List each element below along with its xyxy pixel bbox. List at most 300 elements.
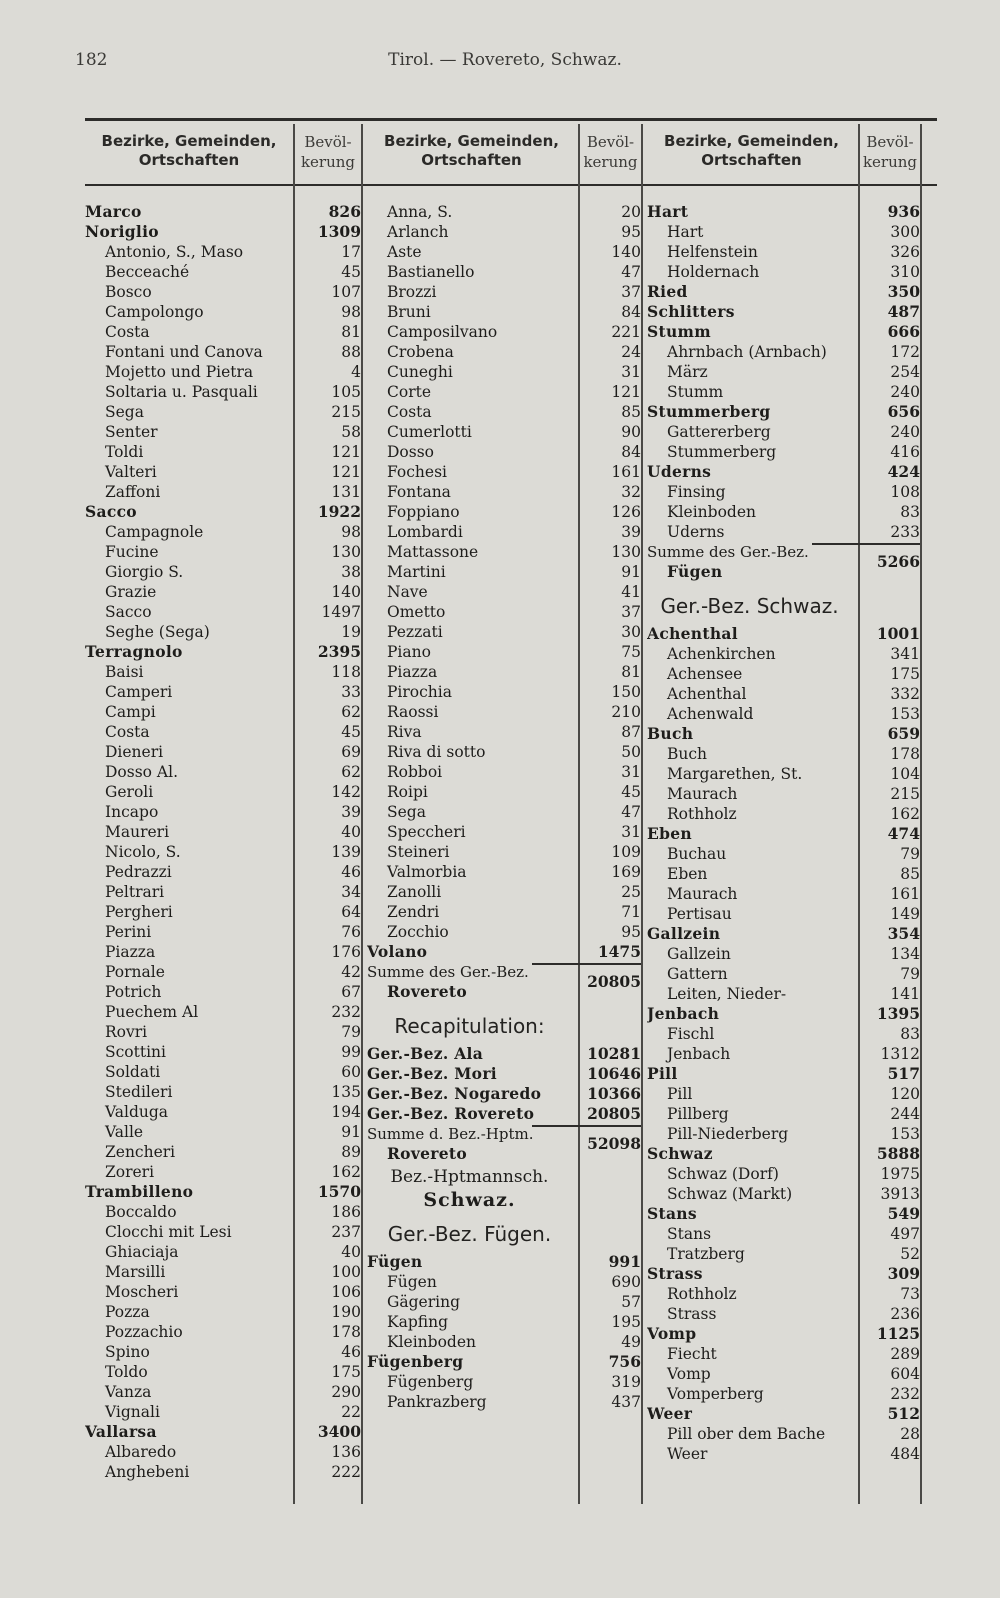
table-row-locality [367, 282, 641, 302]
table-top-rule [85, 118, 937, 121]
table-row-municipality [647, 1324, 920, 1344]
place-name: Fügenberg [367, 1352, 464, 1371]
population-value: 300 [890, 223, 920, 241]
population-value: 161 [890, 885, 920, 903]
table-row-locality [367, 862, 641, 882]
population-value: 175 [890, 665, 920, 683]
table-row-locality [367, 342, 641, 362]
place-name: Fügenberg [387, 1373, 474, 1391]
table-row-locality [367, 362, 641, 382]
table-row-locality [367, 762, 641, 782]
table-row-locality [85, 1362, 361, 1382]
population-value: 1309 [317, 222, 361, 241]
place-name: Camposilvano [387, 323, 498, 341]
place-name: Giorgio S. [105, 563, 184, 581]
place-name: Vomp [647, 1324, 697, 1343]
population-value: 1395 [876, 1004, 920, 1023]
place-name: Fochesi [387, 463, 447, 481]
population-value: 34 [341, 883, 361, 901]
place-name: Ger.-Bez. Nogaredo [367, 1084, 542, 1103]
table-column-1 [85, 202, 361, 1482]
population-value: 2395 [317, 642, 361, 661]
place-name: Schlitters [647, 302, 735, 321]
table-row-locality [85, 862, 361, 882]
table-column-2 [367, 202, 641, 1412]
population-value: 95 [621, 223, 641, 241]
population-value: 83 [900, 503, 920, 521]
place-name: Anghebeni [105, 1463, 190, 1481]
population-value: 31 [621, 763, 641, 781]
table-row-locality [85, 742, 361, 762]
table-row-locality [647, 884, 920, 904]
table-row-locality [647, 864, 920, 884]
table-row-locality [367, 442, 641, 462]
table-row-locality [647, 644, 920, 664]
population-value: 109 [611, 843, 641, 861]
population-value: 121 [331, 443, 361, 461]
place-name: Stummerberg [647, 402, 771, 421]
place-name: Marco [85, 202, 142, 221]
table-row-locality [647, 764, 920, 784]
total-district-name: Rovereto [387, 1144, 468, 1163]
table-row-locality [647, 222, 920, 242]
total-value: 20805 [587, 972, 641, 991]
place-name: Steineri [387, 843, 450, 861]
place-name: Raossi [387, 703, 439, 721]
population-value: 62 [341, 703, 361, 721]
population-value: 40 [341, 1243, 361, 1261]
population-value: 126 [611, 503, 641, 521]
table-row-locality [85, 302, 361, 322]
table-row-municipality [85, 1182, 361, 1202]
table-row-locality [647, 382, 920, 402]
population-value: 62 [341, 763, 361, 781]
running-title: Tirol. — Rovereto, Schwaz. [388, 50, 622, 70]
population-value: 240 [890, 383, 920, 401]
place-name: Zaffoni [105, 483, 161, 501]
population-value: 136 [331, 1443, 361, 1461]
table-row-locality [367, 522, 641, 542]
place-name: Vanza [105, 1383, 152, 1401]
place-name: Strass [667, 1305, 717, 1323]
table-row-locality [367, 742, 641, 762]
table-row-locality [367, 1312, 641, 1332]
table-row-locality [647, 784, 920, 804]
table-row-locality [85, 822, 361, 842]
table-row-locality [85, 1002, 361, 1022]
column-heading-places: Bezirke, Gemeinden, Ortschaften [384, 132, 559, 169]
table-row-locality [367, 1332, 641, 1352]
population-value: 140 [611, 243, 641, 261]
population-value: 350 [887, 282, 920, 301]
table-row-locality [85, 682, 361, 702]
place-name: Costa [105, 723, 150, 741]
table-row-municipality [647, 724, 920, 744]
place-name: Nave [387, 583, 428, 601]
table-row-municipality [367, 1064, 641, 1084]
population-value: 49 [621, 1333, 641, 1351]
population-value: 106 [331, 1283, 361, 1301]
table-row-municipality [367, 1084, 641, 1104]
table-row-municipality [647, 282, 920, 302]
table-row-locality [85, 842, 361, 862]
population-value: 826 [328, 202, 361, 221]
population-value: 1922 [317, 502, 361, 521]
place-name: Piano [387, 643, 431, 661]
place-name: Moscheri [105, 1283, 179, 1301]
place-name: Buchau [667, 845, 727, 863]
place-name: Maurach [667, 885, 738, 903]
place-name: Maureri [105, 823, 170, 841]
population-value: 162 [890, 805, 920, 823]
population-value: 290 [331, 1383, 361, 1401]
table-row-locality [85, 1342, 361, 1362]
place-name: Peltrari [105, 883, 165, 901]
table-row-locality [647, 1024, 920, 1044]
population-value: 89 [341, 1143, 361, 1161]
table-row-municipality [367, 1252, 641, 1272]
population-value: 79 [341, 1023, 361, 1041]
table-row-locality [85, 702, 361, 722]
population-value: 46 [341, 1343, 361, 1361]
population-value: 39 [621, 523, 641, 541]
table-row-locality [85, 422, 361, 442]
table-row-locality [367, 882, 641, 902]
place-name: März [667, 363, 708, 381]
place-name: Valteri [105, 463, 157, 481]
population-value: 186 [331, 1203, 361, 1221]
place-name: Weer [667, 1445, 708, 1463]
table-row-locality [647, 1304, 920, 1324]
population-value: 176 [331, 943, 361, 961]
place-name: Achenwald [667, 705, 754, 723]
place-name: Sega [387, 803, 426, 821]
place-name: Gallzein [667, 945, 731, 963]
population-value: 240 [890, 423, 920, 441]
population-value: 98 [341, 303, 361, 321]
population-value: 215 [890, 785, 920, 803]
table-row-locality [647, 1444, 920, 1464]
table-row-locality [85, 1282, 361, 1302]
table-row-locality [85, 1062, 361, 1082]
place-name: Vignali [105, 1403, 160, 1421]
population-value: 140 [331, 583, 361, 601]
place-name: Fügen [387, 1273, 437, 1291]
place-name: Soldati [105, 1063, 161, 1081]
place-name: Pertisau [667, 905, 732, 923]
population-value: 57 [621, 1293, 641, 1311]
population-value: 75 [621, 643, 641, 661]
place-name: Kleinboden [387, 1333, 476, 1351]
table-row-locality [367, 662, 641, 682]
table-row-locality [647, 1424, 920, 1444]
table-row-municipality [647, 1144, 920, 1164]
table-row-locality [367, 322, 641, 342]
table-row-locality [85, 922, 361, 942]
population-value: 1125 [876, 1324, 920, 1343]
table-row-municipality [85, 202, 361, 222]
total-label: Summe des Ger.-Bez. [647, 543, 809, 561]
population-value: 79 [900, 965, 920, 983]
population-value: 83 [900, 1025, 920, 1043]
table-row-locality [85, 602, 361, 622]
table-row-locality [85, 442, 361, 462]
population-value: 30 [621, 623, 641, 641]
place-name: Tratzberg [667, 1245, 745, 1263]
table-row-locality [85, 722, 361, 742]
place-name: Achenkirchen [667, 645, 776, 663]
place-name: Spino [105, 1343, 150, 1361]
place-name: Dosso [387, 443, 434, 461]
place-name: Stumm [667, 383, 724, 401]
table-row-locality [367, 202, 641, 222]
place-name: Stans [647, 1204, 697, 1223]
population-value: 135 [331, 1083, 361, 1101]
population-value: 52 [900, 1245, 920, 1263]
place-name: Campi [105, 703, 156, 721]
place-name: Ger.-Bez. Ala [367, 1044, 484, 1063]
table-row-locality [367, 542, 641, 562]
table-row-locality [367, 642, 641, 662]
table-row-locality [367, 462, 641, 482]
place-name: Bosco [105, 283, 152, 301]
population-value: 354 [887, 924, 920, 943]
population-table [85, 118, 937, 1508]
population-value: 161 [611, 463, 641, 481]
population-value: 58 [341, 423, 361, 441]
place-name: Gattern [667, 965, 728, 983]
column-divider [920, 124, 922, 1504]
population-value: 656 [887, 402, 920, 421]
place-name: Crobena [387, 343, 454, 361]
table-row-locality [367, 1372, 641, 1392]
population-value: 153 [890, 705, 920, 723]
table-row-locality [85, 462, 361, 482]
place-name: Potrich [105, 983, 162, 1001]
place-name: Toldi [105, 443, 144, 461]
table-row-locality [367, 902, 641, 922]
table-row-locality [85, 322, 361, 342]
population-value: 690 [611, 1273, 641, 1291]
table-row-municipality [647, 924, 920, 944]
table-row-locality [85, 1402, 361, 1422]
table-row-locality [647, 482, 920, 502]
total-district-name: Rovereto [387, 982, 468, 1001]
place-name: Pillberg [667, 1105, 729, 1123]
table-row-locality [85, 1202, 361, 1222]
table-row-locality [367, 602, 641, 622]
total-district-name: Fügen [667, 562, 723, 581]
running-head [75, 50, 935, 78]
population-value: 121 [331, 463, 361, 481]
place-name: Zoreri [105, 1163, 155, 1181]
table-row-locality [647, 1124, 920, 1144]
population-value: 131 [331, 483, 361, 501]
place-name: Volano [367, 942, 428, 961]
place-name: Rothholz [667, 1285, 737, 1303]
population-value: 190 [331, 1303, 361, 1321]
population-value: 512 [887, 1404, 920, 1423]
place-name: Pill [667, 1085, 693, 1103]
population-value: 90 [621, 423, 641, 441]
place-name: Seghe (Sega) [105, 623, 210, 641]
population-value: 20 [621, 203, 641, 221]
table-row-locality [647, 442, 920, 462]
place-name: Baisi [105, 663, 144, 681]
population-value: 232 [890, 1385, 920, 1403]
place-name: Mattassone [387, 543, 479, 561]
table-row-locality [85, 282, 361, 302]
table-row-locality [85, 1222, 361, 1242]
place-name: Riva [387, 723, 422, 741]
place-name: Finsing [667, 483, 726, 501]
population-value: 319 [611, 1373, 641, 1391]
table-row-locality [85, 782, 361, 802]
population-value: 3400 [317, 1422, 361, 1441]
population-value: 45 [341, 263, 361, 281]
population-value: 121 [611, 383, 641, 401]
district-total [367, 962, 641, 1004]
population-value: 98 [341, 523, 361, 541]
table-row-locality [367, 682, 641, 702]
place-name: Pill ober dem Bache [667, 1425, 826, 1443]
population-value: 38 [341, 563, 361, 581]
place-name: Cuneghi [387, 363, 453, 381]
population-value: 517 [887, 1064, 920, 1083]
table-row-municipality [647, 322, 920, 342]
population-value: 424 [887, 462, 920, 481]
population-value: 84 [621, 303, 641, 321]
table-row-locality [647, 964, 920, 984]
table-row-locality [367, 722, 641, 742]
table-row-locality [85, 1122, 361, 1142]
table-row-locality [367, 422, 641, 442]
population-value: 25 [621, 883, 641, 901]
place-name: Valmorbia [387, 863, 467, 881]
table-row-municipality [85, 222, 361, 242]
population-value: 659 [887, 724, 920, 743]
population-value: 42 [341, 963, 361, 981]
place-name: Toldo [105, 1363, 148, 1381]
population-value: 37 [621, 603, 641, 621]
population-value: 1975 [880, 1165, 920, 1183]
place-name: Gallzein [647, 924, 721, 943]
place-name: Ger.-Bez. Rovereto [367, 1104, 535, 1123]
place-name: Jenbach [647, 1004, 720, 1023]
table-row-municipality [647, 1004, 920, 1024]
place-name: Perini [105, 923, 152, 941]
population-value: 130 [331, 543, 361, 561]
population-value: 20805 [587, 1104, 641, 1123]
table-row-municipality [85, 502, 361, 522]
population-value: 169 [611, 863, 641, 881]
population-value: 175 [331, 1363, 361, 1381]
place-name: Costa [105, 323, 150, 341]
table-row-locality [367, 502, 641, 522]
population-value: 107 [331, 283, 361, 301]
table-row-locality [85, 802, 361, 822]
place-name: Soltaria u. Pasquali [105, 383, 258, 401]
place-name: Dosso Al. [105, 763, 179, 781]
population-value: 484 [890, 1445, 920, 1463]
table-row-locality [85, 402, 361, 422]
population-value: 85 [900, 865, 920, 883]
population-value: 4 [351, 363, 361, 381]
table-row-locality [85, 542, 361, 562]
table-row-locality [85, 562, 361, 582]
place-name: Zencheri [105, 1143, 176, 1161]
place-name: Campolongo [105, 303, 204, 321]
table-row-locality [647, 944, 920, 964]
table-row-locality [647, 1104, 920, 1124]
place-name: Martini [387, 563, 446, 581]
population-value: 87 [621, 723, 641, 741]
table-row-municipality [647, 1404, 920, 1424]
table-row-locality [85, 662, 361, 682]
place-name: Rothholz [667, 805, 737, 823]
table-row-locality [367, 802, 641, 822]
place-name: Speccheri [387, 823, 466, 841]
population-value: 604 [890, 1365, 920, 1383]
population-value: 47 [621, 803, 641, 821]
section-heading: Ger.-Bez. Fügen. [387, 1222, 552, 1246]
population-value: 67 [341, 983, 361, 1001]
population-value: 3913 [880, 1185, 920, 1203]
population-value: 81 [621, 663, 641, 681]
population-value: 99 [341, 1043, 361, 1061]
table-row-locality [85, 242, 361, 262]
population-value: 487 [887, 302, 920, 321]
population-value: 10366 [587, 1084, 641, 1103]
place-name: Foppiano [387, 503, 460, 521]
population-value: 91 [341, 1123, 361, 1141]
section-heading: Ger.-Bez. Schwaz. [660, 594, 839, 618]
table-row-locality [85, 1082, 361, 1102]
table-row-locality [647, 664, 920, 684]
table-row-locality [85, 962, 361, 982]
table-row-locality [367, 622, 641, 642]
population-value: 437 [611, 1393, 641, 1411]
population-value: 497 [890, 1225, 920, 1243]
place-name: Valle [105, 1123, 144, 1141]
section-heading: Recapitulation: [394, 1014, 545, 1038]
population-value: 210 [611, 703, 641, 721]
population-value: 134 [890, 945, 920, 963]
population-value: 178 [331, 1323, 361, 1341]
population-value: 104 [890, 765, 920, 783]
population-value: 85 [621, 403, 641, 421]
population-value: 24 [621, 343, 641, 361]
place-name: Schwaz (Dorf) [667, 1165, 779, 1183]
place-name: Terragnolo [85, 642, 183, 661]
table-row-municipality [85, 1422, 361, 1442]
table-row-locality [367, 482, 641, 502]
total-value: 52098 [587, 1134, 641, 1153]
population-value: 341 [890, 645, 920, 663]
place-name: Sacco [105, 603, 152, 621]
table-header-rule [85, 184, 937, 186]
place-name: Robboi [387, 763, 443, 781]
table-row-locality [85, 1462, 361, 1482]
place-name: Mojetto und Pietra [105, 363, 254, 381]
place-name: Anna, S. [387, 203, 453, 221]
table-row-municipality [367, 942, 641, 962]
population-value: 76 [341, 923, 361, 941]
population-value: 64 [341, 903, 361, 921]
place-name: Dieneri [105, 743, 164, 761]
table-row-locality [367, 1272, 641, 1292]
table-row-locality [367, 562, 641, 582]
